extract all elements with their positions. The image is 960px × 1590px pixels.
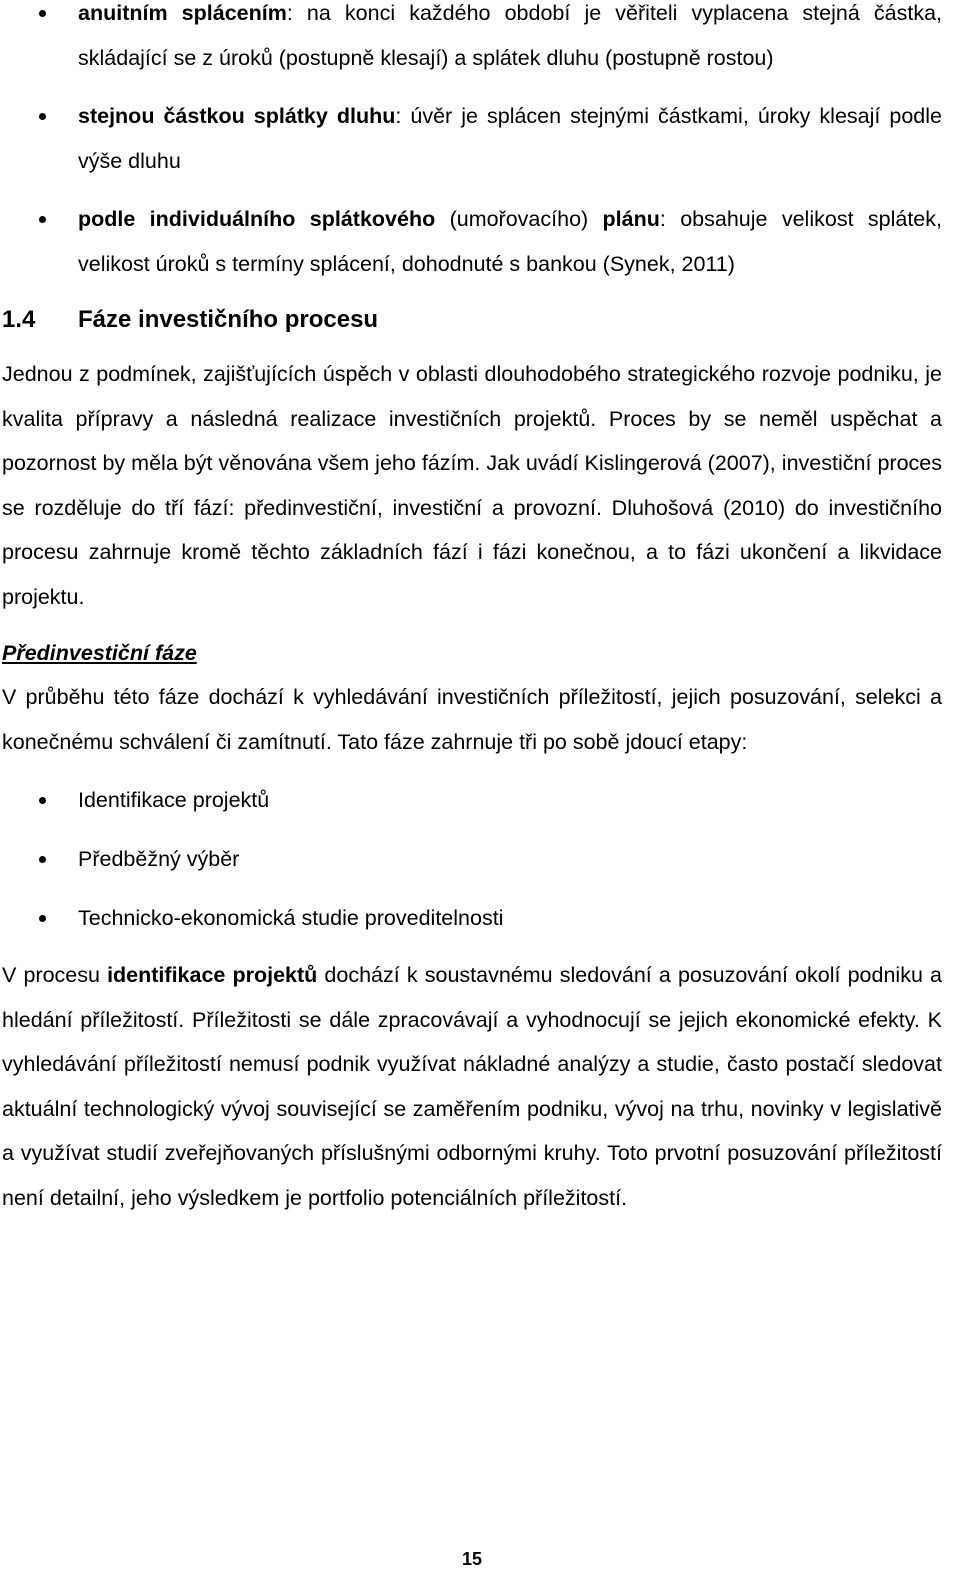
list-item-text: (umořovacího) xyxy=(435,207,603,231)
list-item-text: Předběžný výběr xyxy=(78,847,240,871)
list-item-text: Technicko-ekonomická studie proveditelnosti xyxy=(78,906,504,930)
list-item-text: : obsahuje velikost splátek, velikost úroků s termíny splácení, dohodnuté s bankou (Synek, 2011) xyxy=(78,207,942,276)
intro-paragraph: Jednou z podmínek, zajišťujících úspěch v oblasti dlouhodobého strategického rozvoje podniku, je kvalita přípravy a následná realizace investičních projektů. Proces by se neměl uspěchat a pozornost by měla být věnována všem jeho fázím. Jak uvádí Kislingerová (2007), investiční proces se rozděluje do tří fází: předinvestiční, investiční a provozní. Dluhošová (2010) do investičního procesu zahrnuje kromě těchto základních fází i fázi konečnou, a to fázi ukončení a likvidace projektu. xyxy=(2,362,942,609)
identification-paragraph xyxy=(2,953,942,1220)
bullet-icon xyxy=(39,10,46,17)
list-item xyxy=(2,896,942,941)
page-number: 15 xyxy=(461,1549,483,1569)
list-item xyxy=(2,94,942,184)
bullet-icon xyxy=(39,216,46,223)
section-number: 1.4 xyxy=(2,306,36,333)
list-item xyxy=(2,837,942,882)
section-heading xyxy=(2,300,942,340)
paragraph-text: dochází k soustavnému sledování a posuzování okolí podniku a hledání příležitostí. Příležitosti se dále zpracovávají a vyhodnocují se jejich ekonomické efekty. K vyhledávání příležitostí nemusí podnik využívat nákladné analýzy a studie, často postačí sledovat aktuální technologický vývoj související se zaměřením podniku, vývoj na trhu, novinky v legislativě a využívat studií zveřejňovaných příslušnými odbornými kruhy. Toto prvotní posuzování příležitostí není detailní, jeho výsledkem je portfolio potenciálních příležitostí. xyxy=(2,963,942,1210)
section-title: Fáze investičního procesu xyxy=(78,306,379,333)
list-item xyxy=(2,778,942,823)
bullet-icon xyxy=(39,915,46,922)
bullet-icon xyxy=(39,113,46,120)
list-item xyxy=(2,0,942,81)
repayment-methods-list xyxy=(2,0,942,287)
list-item-term: anuitním splácením xyxy=(78,1,287,25)
list-item-text: Identifikace projektů xyxy=(78,788,270,812)
bullet-icon xyxy=(39,856,46,863)
stages-list xyxy=(2,778,942,941)
list-item-term: plánu xyxy=(602,207,660,231)
bullet-icon xyxy=(39,797,46,804)
phase-heading: Předinvestiční fáze xyxy=(2,641,197,665)
list-item-text: : úvěr je splácen stejnými částkami, úroky klesají podle výše dluhu xyxy=(78,104,942,173)
phase-paragraph: V průběhu této fáze dochází k vyhledávání investičních příležitostí, jejich posuzování, selekci a konečnému schválení či zamítnutí. Tato fáze zahrnuje tři po sobě jdoucí etapy: xyxy=(2,685,942,754)
paragraph-emphasis: identifikace projektů xyxy=(107,963,318,987)
list-item-term: stejnou částkou splátky dluhu xyxy=(78,104,396,128)
list-item-text: : na konci každého období je věřiteli vyplacena stejná částka, skládající se z úroků (postupně klesají) a splátek dluhu (postupně rostou) xyxy=(78,1,942,70)
page-content xyxy=(2,0,942,1220)
list-item xyxy=(2,197,942,287)
paragraph-text: V procesu xyxy=(2,963,108,987)
list-item-term: podle individuálního splátkového xyxy=(78,207,436,231)
